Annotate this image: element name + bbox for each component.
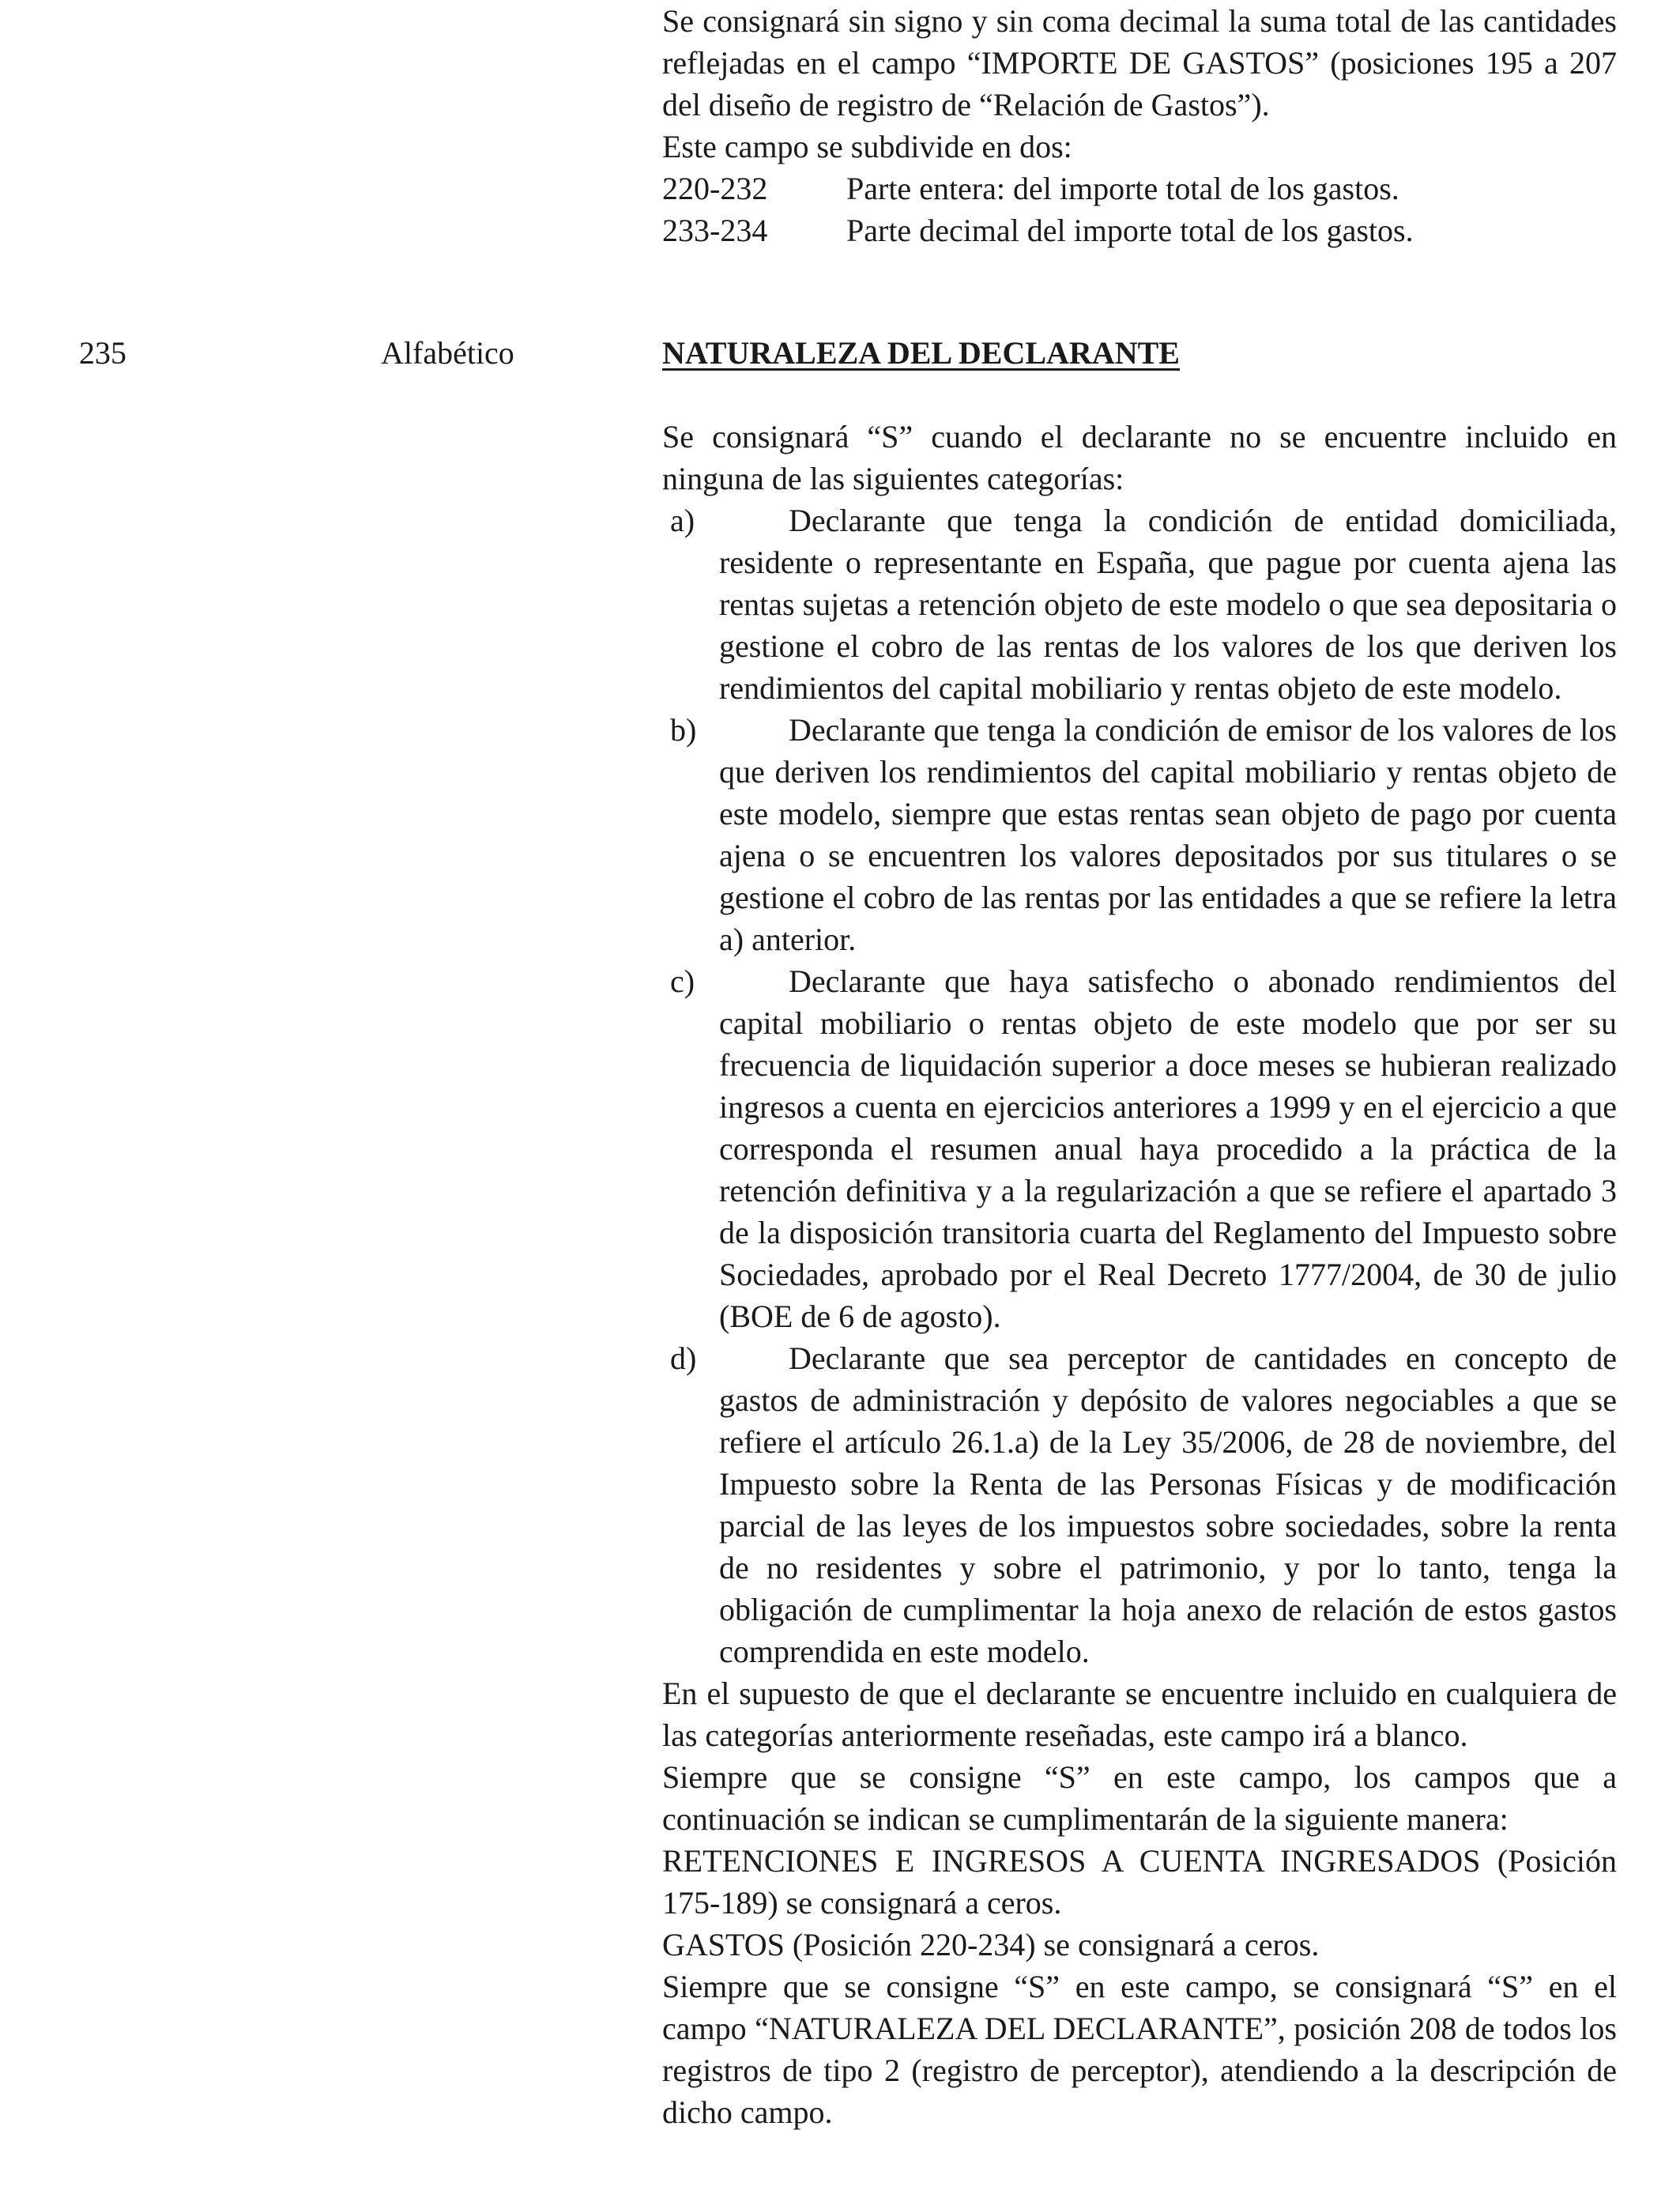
list-marker: b) xyxy=(670,712,697,748)
naturaleza-description-block xyxy=(662,416,1617,2133)
list-item-text: Declarante que tenga la condición de emisor de los valores de los que deriven los rendimientos del capital mobiliario y rentas objeto de este modelo, siempre que estas rentas sean objeto de pago por cuenta ajena o se encuentren los valores depositados por sus titulares o se gestione el cobro de las rentas por las entidades a que se refiere la letra a) anterior. xyxy=(719,712,1617,957)
list-item-text: Declarante que sea perceptor de cantidades en concepto de gastos de administración y depósito de valores negociables a que se refiere el artículo 26.1.a) de la Ley 35/2006, de 28 de noviembre, del Impuesto sobre la Renta de las Personas Físicas y de modificación parcial de las leyes de los impuestos sobre sociedades, sobre la renta de no residentes y sobre el patrimonio, y por lo tanto, tenga la obligación de cumplimentar la hoja anexo de relación de estos gastos comprendida en este modelo. xyxy=(719,1340,1617,1669)
category-item-b xyxy=(662,709,1617,960)
field-type: Alfabético xyxy=(381,335,514,371)
field-position: 235 xyxy=(79,335,126,371)
field-title: NATURALEZA DEL DECLARANTE xyxy=(662,335,1180,371)
blank-paragraph: En el supuesto de que el declarante se encuentre incluido en cualquiera de las categorías anteriormente reseñadas, este campo irá a blanco. xyxy=(662,1676,1617,1753)
subfield-desc: Parte entera: del importe total de los gastos. xyxy=(846,171,1399,206)
subfield-row xyxy=(662,168,1617,209)
list-marker: d) xyxy=(670,1340,697,1376)
retenciones-paragraph: RETENCIONES E INGRESOS A CUENTA INGRESADOS (Posición 175-189) se consignará a ceros. xyxy=(662,1843,1617,1921)
intro-paragraph: Se consignará “S” cuando el declarante no se encuentre incluido en ninguna de las siguientes categorías: xyxy=(662,419,1617,496)
gastos-ceros-paragraph: GASTOS (Posición 220-234) se consignará a ceros. xyxy=(662,1927,1320,1962)
subdivide-paragraph: Este campo se subdivide en dos: xyxy=(662,129,1072,164)
category-item-a xyxy=(662,499,1617,709)
subfield-code: 233-234 xyxy=(662,213,768,248)
gastos-paragraph: Se consignará sin signo y sin coma decimal la suma total de las cantidades reflejadas en el campo “IMPORTE DE GASTOS” (posiciones 195 a 207 del diseño de registro de “Relación de Gastos”). xyxy=(662,3,1617,123)
category-item-c xyxy=(662,960,1617,1337)
category-item-d xyxy=(662,1337,1617,1672)
list-item-text: Declarante que haya satisfecho o abonado rendimientos del capital mobiliario o rentas objeto de este modelo que por ser su frecuencia de liquidación superior a doce meses se hubieran realizado ingresos a cuenta en ejercicios anteriores a 1999 y en el ejercicio a que corresponda el resumen anual haya procedido a la práctica de la retención definitiva y a la regularización a que se refiere el apartado 3 de la disposición transitoria cuarta del Reglamento del Impuesto sobre Sociedades, aprobado por el Real Decreto 1777/2004, de 30 de julio (BOE de 6 de agosto). xyxy=(719,963,1617,1334)
siempre-paragraph-1: Siempre que se consigne “S” en este campo, los campos que a continuación se indican se cumplimentarán de la siguiente manera: xyxy=(662,1759,1617,1837)
list-marker: c) xyxy=(670,963,695,999)
subfield-code: 220-232 xyxy=(662,171,768,206)
gastos-description-block xyxy=(662,0,1617,251)
subfield-row xyxy=(662,209,1617,251)
list-item-text: Declarante que tenga la condición de entidad domiciliada, residente o representante en España, que pague por cuenta ajena las rentas sujetas a retención objeto de este modelo o que sea depositaria o gestione el cobro de las rentas de los valores de los que deriven los rendimientos del capital mobiliario y rentas objeto de este modelo. xyxy=(719,503,1617,706)
siempre-paragraph-2: Siempre que se consigne “S” en este campo, se consignará “S” en el campo “NATURALEZA DEL DECLARANTE”, posición 208 de todos los registros de tipo 2 (registro de perceptor), atendiendo a la descripción de dicho campo. xyxy=(662,1969,1617,2130)
list-marker: a) xyxy=(670,503,695,538)
subfield-desc: Parte decimal del importe total de los gastos. xyxy=(846,213,1414,248)
